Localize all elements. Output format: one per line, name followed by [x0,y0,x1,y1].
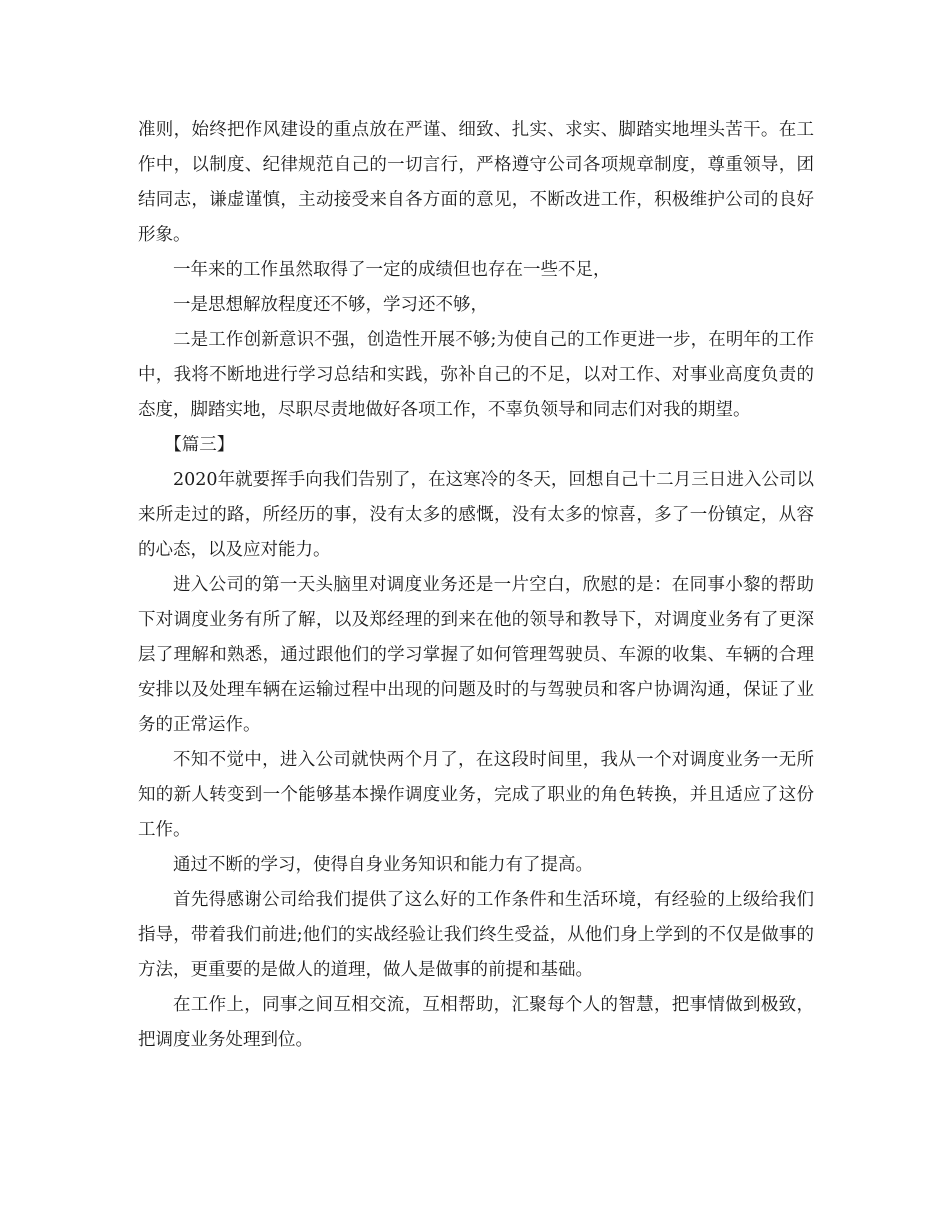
paragraph-2: 一年来的工作虽然取得了一定的成绩但也存在一些不足， [173,260,611,280]
section-paragraph-4: 通过不断的学习，使得自身业务知识和能力有了提高。 [173,855,593,875]
paragraph-3: 一是思想解放程度还不够，学习还不够， [173,295,488,315]
section-paragraph-5: 首先得感谢公司给我们提供了这么好的工作条件和生活环境，有经验的上级给我们指导，带着我们前进;他们的实战经验让我们终生受益，从他们身上学到的不仅是做事的方法，更重要的是做人的道理，做人是做事的前提和基础。 [138,890,814,980]
section-paragraph-3: 不知不觉中，进入公司就快两个月了，在这段时间里，我从一个对调度业务一无所知的新人转变到一个能够基本操作调度业务，完成了职业的角色转换，并且适应了这份工作。 [138,750,814,840]
paragraph-1: 准则，始终把作风建设的重点放在严谨、细致、扎实、求实、脚踏实地埋头苦干。在工作中，以制度、纪律规范自己的一切言行，严格遵守公司各项规章制度，尊重领导，团结同志，谦虚谨慎，主动接受来自各方面的意见，不断改进工作，积极维护公司的良好形象。 [138,120,814,245]
section-paragraph-6: 在工作上，同事之间互相交流，互相帮助，汇聚每个人的智慧，把事情做到极致，把调度业务处理到位。 [138,995,814,1050]
section-paragraph-1: 2020年就要挥手向我们告别了，在这寒冷的冬天，回想自己十二月三日进入公司以来所走过的路，所经历的事，没有太多的感慨，没有太多的惊喜，多了一份镇定，从容的心态，以及应对能力。 [138,470,814,560]
section-paragraph-2: 进入公司的第一天头脑里对调度业务还是一片空白，欣慰的是：在同事小黎的帮助下对调度业务有所了解，以及郑经理的到来在他的领导和教导下，对调度业务有了更深层了理解和熟悉，通过跟他们的学习掌握了如何管理驾驶员、车源的收集、车辆的合理安排以及处理车辆在运输过程中出现的问题及时的与驾驶员和客户协调沟通，保证了业务的正常运作。 [138,575,814,735]
document-body [138,113,814,1058]
paragraph-4: 二是工作创新意识不强，创造性开展不够;为使自己的工作更进一步，在明年的工作中，我将不断地进行学习总结和实践，弥补自己的不足，以对工作、对事业高度负责的态度，脚踏实地，尽职尽责地做好各项工作，不辜负领导和同志们对我的期望。 [138,330,814,420]
section-heading: 【篇三】 [164,435,235,455]
